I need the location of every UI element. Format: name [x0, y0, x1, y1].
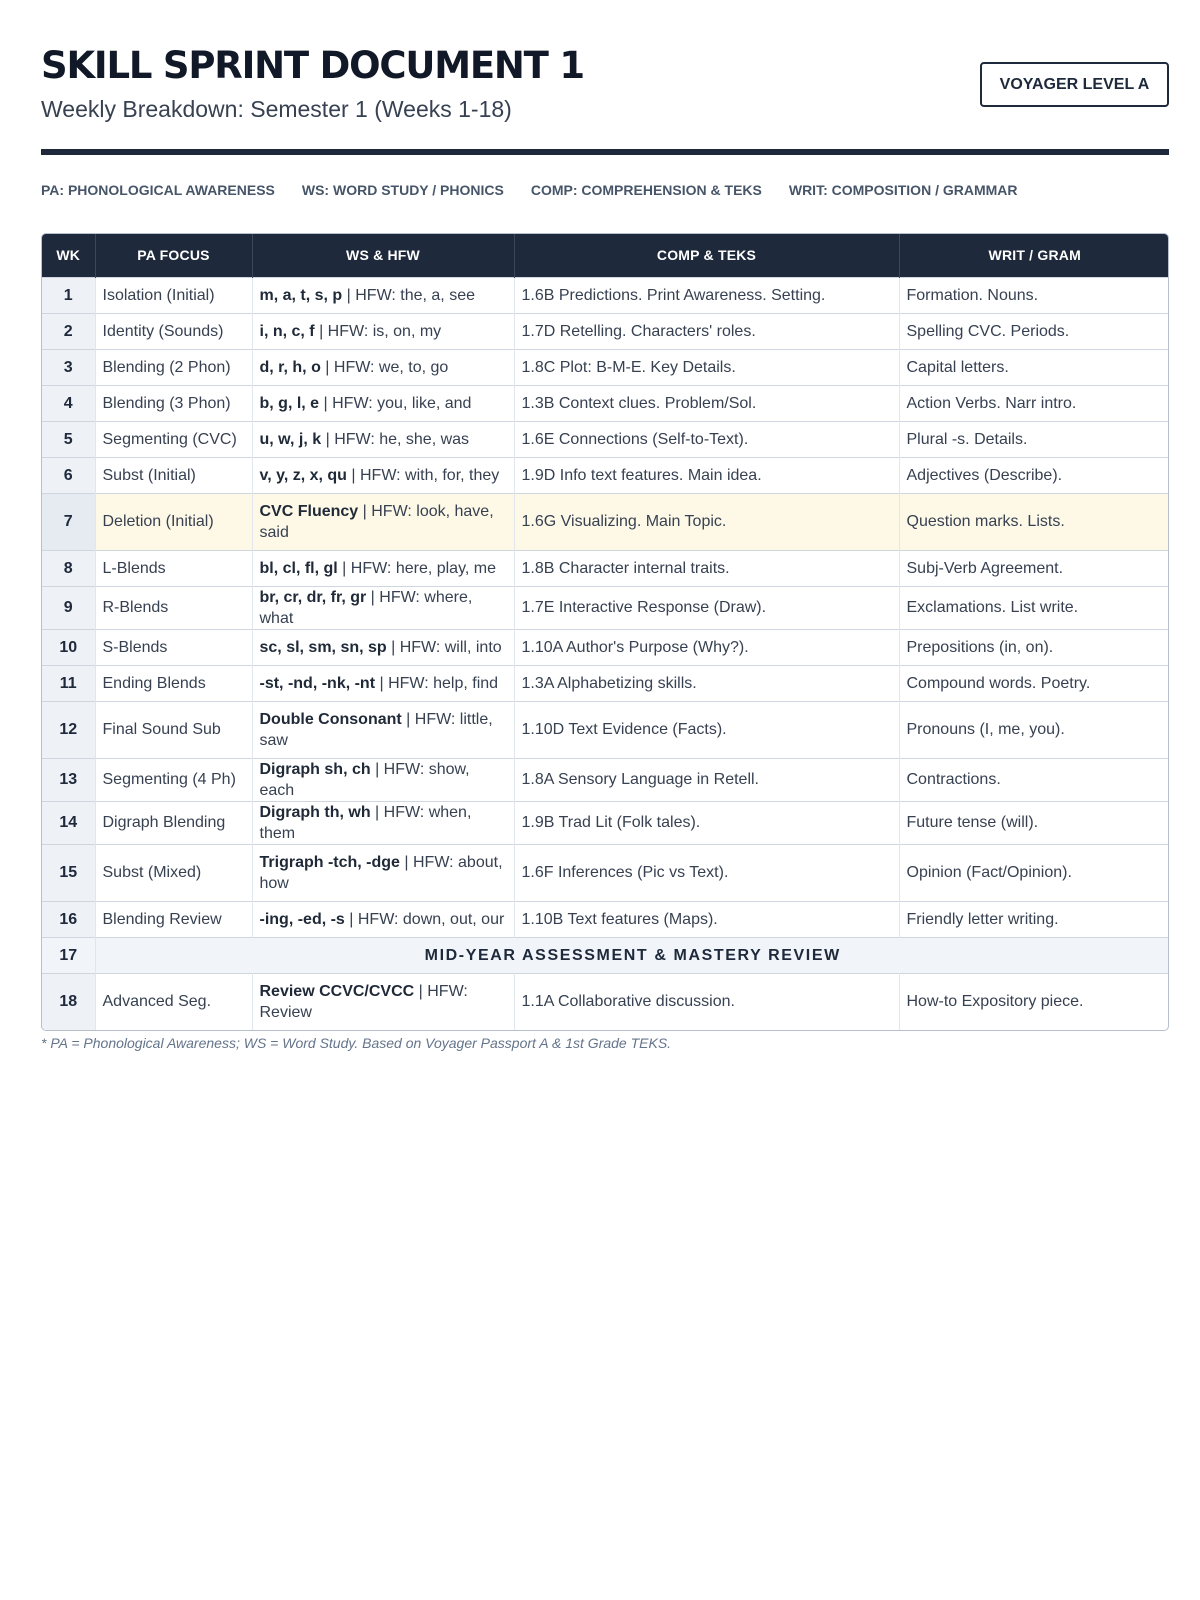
column-header-ws-hfw: WS & HFW — [252, 234, 514, 277]
week-number: 7 — [42, 493, 95, 550]
week-number: 13 — [42, 758, 95, 801]
hfw-words: | HFW: is, on, my — [314, 322, 442, 340]
level-badge: VOYAGER LEVEL A — [980, 62, 1169, 107]
ws-hfw-cell — [252, 277, 514, 313]
hfw-words: | HFW: look, have, said — [259, 502, 494, 541]
ws-pattern: i, n, c, f — [259, 322, 315, 340]
ws-hfw-cell — [252, 421, 514, 457]
document-header — [41, 0, 1169, 155]
table-row — [42, 457, 1169, 493]
pa-focus-cell: Segmenting (CVC) — [95, 421, 252, 457]
week-number: 4 — [42, 385, 95, 421]
table-row — [42, 901, 1169, 937]
week-number: 5 — [42, 421, 95, 457]
document-title: SKILL SPRINT DOCUMENT 1 — [41, 44, 584, 87]
ws-pattern: br, cr, dr, fr, gr — [259, 588, 367, 606]
table-header-row — [42, 234, 1169, 277]
pa-focus-cell: L-Blends — [95, 550, 252, 586]
hfw-words: | HFW: show, each — [259, 760, 470, 799]
table-row — [42, 493, 1169, 550]
pa-focus-cell: Blending Review — [95, 901, 252, 937]
week-number: 10 — [42, 629, 95, 665]
column-header-pa-focus: PA FOCUS — [95, 234, 252, 277]
table-row — [42, 973, 1169, 1030]
ws-pattern: b, g, l, e — [259, 394, 320, 412]
comp-teks-cell: 1.8C Plot: B-M-E. Key Details. — [514, 349, 899, 385]
ws-pattern: CVC Fluency — [259, 502, 359, 520]
writ-gram-cell: Prepositions (in, on). — [899, 629, 1169, 665]
table-row — [42, 665, 1169, 701]
comp-teks-cell: 1.10B Text features (Maps). — [514, 901, 899, 937]
comp-teks-cell: 1.6E Connections (Self-to-Text). — [514, 421, 899, 457]
comp-teks-cell: 1.7D Retelling. Characters' roles. — [514, 313, 899, 349]
hfw-words: | HFW: will, into — [386, 638, 502, 656]
hfw-words: | HFW: we, to, go — [320, 358, 449, 376]
comp-teks-cell: 1.6F Inferences (Pic vs Text). — [514, 844, 899, 901]
legend-item-comp: COMP: COMPREHENSION & TEKS — [530, 182, 762, 198]
pa-focus-cell: S-Blends — [95, 629, 252, 665]
pa-focus-cell: Final Sound Sub — [95, 701, 252, 758]
writ-gram-cell: Capital letters. — [899, 349, 1169, 385]
comp-teks-cell: 1.8A Sensory Language in Retell. — [514, 758, 899, 801]
hfw-words: | HFW: about, how — [259, 853, 503, 892]
table-row — [42, 421, 1169, 457]
pa-focus-cell: Subst (Initial) — [95, 457, 252, 493]
ws-hfw-cell — [252, 701, 514, 758]
weekly-breakdown-table — [41, 233, 1169, 1031]
comp-teks-cell: 1.3B Context clues. Problem/Sol. — [514, 385, 899, 421]
ws-hfw-cell — [252, 901, 514, 937]
hfw-words: | HFW: little, saw — [259, 710, 493, 749]
ws-hfw-cell — [252, 758, 514, 801]
hfw-words: | HFW: help, find — [375, 674, 499, 692]
week-number: 9 — [42, 586, 95, 629]
ws-hfw-cell — [252, 385, 514, 421]
legend-item-writ: WRIT: COMPOSITION / GRAMMAR — [788, 182, 1018, 198]
pa-focus-cell: Deletion (Initial) — [95, 493, 252, 550]
table-row — [42, 550, 1169, 586]
week-number: 14 — [42, 801, 95, 844]
document-subtitle: Weekly Breakdown: Semester 1 (Weeks 1-18) — [41, 96, 512, 122]
abbreviation-legend — [41, 182, 1045, 198]
writ-gram-cell: Opinion (Fact/Opinion). — [899, 844, 1169, 901]
ws-hfw-cell — [252, 844, 514, 901]
pa-focus-cell: Blending (3 Phon) — [95, 385, 252, 421]
table-row — [42, 844, 1169, 901]
week-number: 17 — [42, 937, 95, 973]
writ-gram-cell: Exclamations. List write. — [899, 586, 1169, 629]
week-number: 1 — [42, 277, 95, 313]
ws-pattern: Review CCVC/CVCC — [259, 982, 415, 1000]
week-number: 18 — [42, 973, 95, 1030]
pa-focus-cell: Subst (Mixed) — [95, 844, 252, 901]
ws-pattern: m, a, t, s, p — [259, 286, 343, 304]
hfw-words: | HFW: you, like, and — [319, 394, 472, 412]
writ-gram-cell: Compound words. Poetry. — [899, 665, 1169, 701]
document-page — [41, 0, 1169, 1051]
assessment-label: MID-YEAR ASSESSMENT & MASTERY REVIEW — [95, 937, 1169, 973]
pa-focus-cell: Ending Blends — [95, 665, 252, 701]
comp-teks-cell: 1.1A Collaborative discussion. — [514, 973, 899, 1030]
ws-hfw-cell — [252, 586, 514, 629]
ws-pattern: sc, sl, sm, sn, sp — [259, 638, 387, 656]
table-row — [42, 629, 1169, 665]
legend-item-pa: PA: PHONOLOGICAL AWARENESS — [41, 182, 275, 198]
table-row — [42, 701, 1169, 758]
writ-gram-cell: Spelling CVC. Periods. — [899, 313, 1169, 349]
pa-focus-cell: Digraph Blending — [95, 801, 252, 844]
table-row — [42, 801, 1169, 844]
table-row — [42, 313, 1169, 349]
week-number: 2 — [42, 313, 95, 349]
writ-gram-cell: Subj-Verb Agreement. — [899, 550, 1169, 586]
hfw-words: | HFW: here, play, me — [337, 559, 497, 577]
pa-focus-cell: Advanced Seg. — [95, 973, 252, 1030]
writ-gram-cell: Friendly letter writing. — [899, 901, 1169, 937]
writ-gram-cell: Plural -s. Details. — [899, 421, 1169, 457]
ws-pattern: v, y, z, x, qu — [259, 466, 347, 484]
table-row — [42, 385, 1169, 421]
week-number: 12 — [42, 701, 95, 758]
week-number: 16 — [42, 901, 95, 937]
writ-gram-cell: Future tense (will). — [899, 801, 1169, 844]
ws-hfw-cell — [252, 629, 514, 665]
comp-teks-cell: 1.9B Trad Lit (Folk tales). — [514, 801, 899, 844]
table-row — [42, 758, 1169, 801]
column-header-comp-teks: COMP & TEKS — [514, 234, 899, 277]
week-number: 8 — [42, 550, 95, 586]
ws-hfw-cell — [252, 801, 514, 844]
pa-focus-cell: Segmenting (4 Ph) — [95, 758, 252, 801]
hfw-words: | HFW: where, what — [259, 588, 473, 627]
comp-teks-cell: 1.7E Interactive Response (Draw). — [514, 586, 899, 629]
ws-hfw-cell — [252, 493, 514, 550]
writ-gram-cell: Contractions. — [899, 758, 1169, 801]
week-number: 3 — [42, 349, 95, 385]
week-number: 11 — [42, 665, 95, 701]
ws-pattern: u, w, j, k — [259, 430, 322, 448]
ws-pattern: Digraph th, wh — [259, 803, 371, 821]
comp-teks-cell: 1.9D Info text features. Main idea. — [514, 457, 899, 493]
comp-teks-cell: 1.6G Visualizing. Main Topic. — [514, 493, 899, 550]
table-row — [42, 349, 1169, 385]
writ-gram-cell: Formation. Nouns. — [899, 277, 1169, 313]
hfw-words: | HFW: Review — [259, 982, 468, 1021]
writ-gram-cell: How-to Expository piece. — [899, 973, 1169, 1030]
table-row — [42, 277, 1169, 313]
hfw-words: | HFW: with, for, they — [346, 466, 500, 484]
comp-teks-cell: 1.10A Author's Purpose (Why?). — [514, 629, 899, 665]
ws-hfw-cell — [252, 349, 514, 385]
ws-pattern: Digraph sh, ch — [259, 760, 371, 778]
legend-item-ws: WS: WORD STUDY / PHONICS — [301, 182, 504, 198]
week-number: 15 — [42, 844, 95, 901]
comp-teks-cell: 1.10D Text Evidence (Facts). — [514, 701, 899, 758]
comp-teks-cell: 1.8B Character internal traits. — [514, 550, 899, 586]
column-header-wk: WK — [42, 234, 95, 277]
week-number: 6 — [42, 457, 95, 493]
column-header-writ-gram: WRIT / GRAM — [899, 234, 1169, 277]
comp-teks-cell: 1.6B Predictions. Print Awareness. Setting. — [514, 277, 899, 313]
pa-focus-cell: Identity (Sounds) — [95, 313, 252, 349]
ws-hfw-cell — [252, 457, 514, 493]
writ-gram-cell: Question marks. Lists. — [899, 493, 1169, 550]
ws-hfw-cell — [252, 550, 514, 586]
writ-gram-cell: Pronouns (I, me, you). — [899, 701, 1169, 758]
writ-gram-cell: Adjectives (Describe). — [899, 457, 1169, 493]
pa-focus-cell: R-Blends — [95, 586, 252, 629]
ws-pattern: d, r, h, o — [259, 358, 321, 376]
ws-pattern: bl, cl, fl, gl — [259, 559, 338, 577]
pa-focus-cell: Blending (2 Phon) — [95, 349, 252, 385]
table-row — [42, 586, 1169, 629]
ws-pattern: -st, -nd, -nk, -nt — [259, 674, 376, 692]
ws-pattern: -ing, -ed, -s — [259, 910, 345, 928]
pa-focus-cell: Isolation (Initial) — [95, 277, 252, 313]
ws-hfw-cell — [252, 665, 514, 701]
comp-teks-cell: 1.3A Alphabetizing skills. — [514, 665, 899, 701]
footnote: * PA = Phonological Awareness; WS = Word Study. Based on Voyager Passport A & 1st Grade TEKS. — [41, 1035, 672, 1051]
ws-pattern: Double Consonant — [259, 710, 402, 728]
ws-pattern: Trigraph -tch, -dge — [259, 853, 400, 871]
hfw-words: | HFW: when, them — [259, 803, 472, 842]
hfw-words: | HFW: down, out, our — [344, 910, 505, 928]
ws-hfw-cell — [252, 973, 514, 1030]
hfw-words: | HFW: he, she, was — [321, 430, 470, 448]
table-row — [42, 937, 1169, 973]
hfw-words: | HFW: the, a, see — [342, 286, 475, 304]
ws-hfw-cell — [252, 313, 514, 349]
writ-gram-cell: Action Verbs. Narr intro. — [899, 385, 1169, 421]
